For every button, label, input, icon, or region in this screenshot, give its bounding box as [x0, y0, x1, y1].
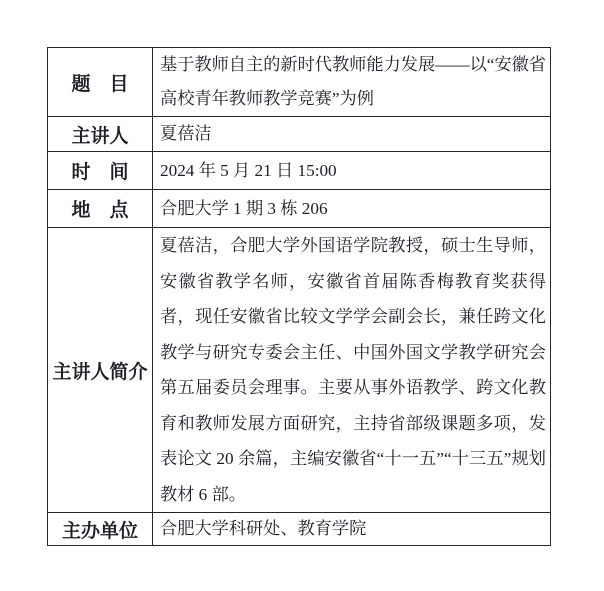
place-label: 地 点 — [48, 190, 153, 228]
time-value: 2024 年 5 月 21 日 15:00 — [153, 152, 551, 190]
speaker-label: 主讲人 — [48, 117, 153, 152]
table-row-speaker — [48, 117, 551, 152]
speaker-bio-label: 主讲人简介 — [48, 228, 153, 513]
title-label: 题 目 — [48, 48, 153, 117]
seminar-notice-document — [47, 47, 551, 546]
seminar-info-table — [47, 47, 551, 546]
table-row-speaker-bio — [48, 228, 551, 513]
host-value: 合肥大学科研处、教育学院 — [153, 513, 551, 546]
place-value: 合肥大学 1 期 3 栋 206 — [153, 190, 551, 228]
table-row-host — [48, 513, 551, 546]
table-row-time — [48, 152, 551, 190]
speaker-value: 夏蓓洁 — [153, 117, 551, 152]
table-row-place — [48, 190, 551, 228]
title-value: 基于教师自主的新时代教师能力发展——以“安徽省高校青年教师教学竞赛”为例 — [153, 48, 551, 117]
table-row-title — [48, 48, 551, 117]
speaker-bio-value: 夏蓓洁，合肥大学外国语学院教授，硕士生导师，安徽省教学名师，安徽省首届陈香梅教育奖获得者，现任安徽省比较文学学会副会长，兼任跨文化教学与研究专委会主任、中国外国文学教学研究会第五届委员会理事。主要从事外语教学、跨文化教育和教师发展方面研究，主持省部级课题多项，发表论文 20 余篇，主编安徽省“十一五”“十三五”规划教材 6 部。 — [153, 228, 551, 513]
time-label: 时 间 — [48, 152, 153, 190]
host-label: 主办单位 — [48, 513, 153, 546]
